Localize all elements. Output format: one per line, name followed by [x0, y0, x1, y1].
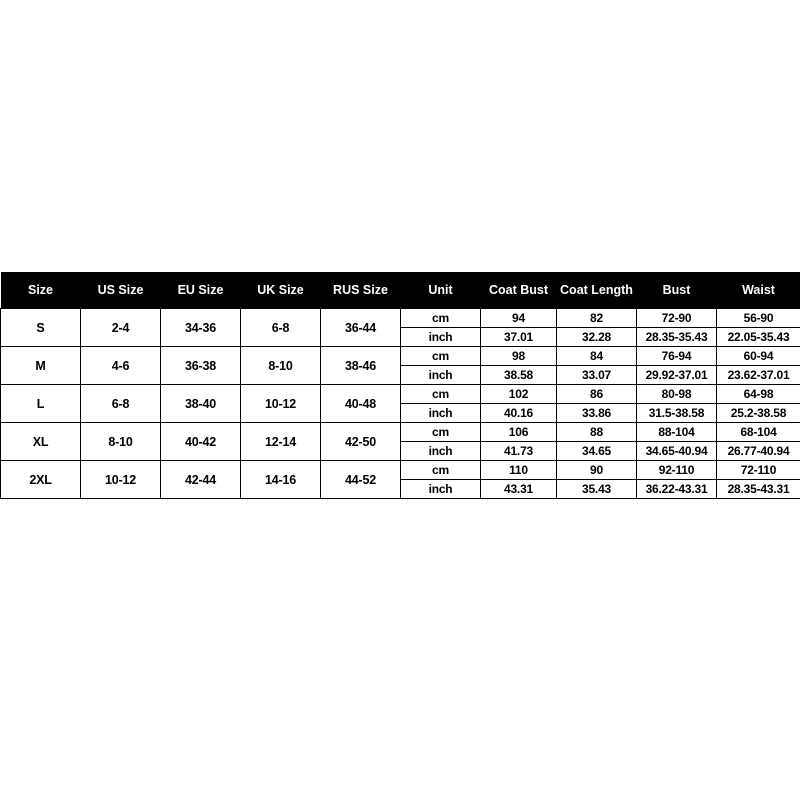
header-us-size: US Size — [81, 272, 161, 309]
cell-uk-size: 10-12 — [241, 385, 321, 423]
cell-size: M — [1, 347, 81, 385]
table-row — [1, 461, 800, 480]
cell-unit: inch — [401, 480, 481, 499]
cell-waist: 23.62-37.01 — [717, 366, 800, 385]
header-coat-length: Coat Length — [557, 272, 637, 309]
cell-unit: cm — [401, 423, 481, 442]
cell-size: L — [1, 385, 81, 423]
cell-unit: cm — [401, 385, 481, 404]
cell-waist: 56-90 — [717, 309, 800, 328]
table-row — [1, 423, 800, 442]
cell-coat-length: 88 — [557, 423, 637, 442]
cell-unit: inch — [401, 328, 481, 347]
cell-waist: 64-98 — [717, 385, 800, 404]
cell-rus-size: 40-48 — [321, 385, 401, 423]
table-row — [1, 309, 800, 328]
cell-eu-size: 38-40 — [161, 385, 241, 423]
header-waist: Waist — [717, 272, 800, 309]
cell-eu-size: 42-44 — [161, 461, 241, 499]
cell-uk-size: 6-8 — [241, 309, 321, 347]
cell-eu-size: 40-42 — [161, 423, 241, 461]
header-bust: Bust — [637, 272, 717, 309]
cell-uk-size: 8-10 — [241, 347, 321, 385]
cell-coat-bust: 37.01 — [481, 328, 557, 347]
cell-coat-length: 86 — [557, 385, 637, 404]
cell-us-size: 10-12 — [81, 461, 161, 499]
header-rus-size: RUS Size — [321, 272, 401, 309]
cell-coat-bust: 41.73 — [481, 442, 557, 461]
cell-unit: cm — [401, 309, 481, 328]
header-unit: Unit — [401, 272, 481, 309]
cell-uk-size: 14-16 — [241, 461, 321, 499]
cell-size: XL — [1, 423, 81, 461]
cell-uk-size: 12-14 — [241, 423, 321, 461]
cell-coat-bust: 38.58 — [481, 366, 557, 385]
header-coat-bust: Coat Bust — [481, 272, 557, 309]
cell-rus-size: 44-52 — [321, 461, 401, 499]
cell-bust: 29.92-37.01 — [637, 366, 717, 385]
cell-unit: inch — [401, 366, 481, 385]
table-body — [1, 309, 800, 499]
table-row — [1, 347, 800, 366]
cell-size: S — [1, 309, 81, 347]
cell-rus-size: 38-46 — [321, 347, 401, 385]
table-header — [1, 272, 800, 309]
cell-coat-bust: 94 — [481, 309, 557, 328]
cell-waist: 25.2-38.58 — [717, 404, 800, 423]
cell-coat-length: 33.86 — [557, 404, 637, 423]
cell-rus-size: 42-50 — [321, 423, 401, 461]
cell-unit: inch — [401, 404, 481, 423]
cell-waist: 28.35-43.31 — [717, 480, 800, 499]
header-eu-size: EU Size — [161, 272, 241, 309]
header-row — [1, 272, 800, 309]
cell-waist: 26.77-40.94 — [717, 442, 800, 461]
cell-coat-length: 90 — [557, 461, 637, 480]
cell-coat-bust: 106 — [481, 423, 557, 442]
cell-waist: 60-94 — [717, 347, 800, 366]
header-size: Size — [1, 272, 81, 309]
cell-unit: cm — [401, 461, 481, 480]
cell-coat-bust: 102 — [481, 385, 557, 404]
cell-coat-bust: 40.16 — [481, 404, 557, 423]
cell-coat-length: 35.43 — [557, 480, 637, 499]
cell-coat-bust: 98 — [481, 347, 557, 366]
cell-eu-size: 34-36 — [161, 309, 241, 347]
cell-eu-size: 36-38 — [161, 347, 241, 385]
cell-coat-length: 32.28 — [557, 328, 637, 347]
cell-size: 2XL — [1, 461, 81, 499]
cell-coat-length: 82 — [557, 309, 637, 328]
cell-bust: 34.65-40.94 — [637, 442, 717, 461]
cell-bust: 80-98 — [637, 385, 717, 404]
cell-unit: cm — [401, 347, 481, 366]
size-chart-table — [0, 272, 800, 499]
cell-us-size: 4-6 — [81, 347, 161, 385]
cell-us-size: 2-4 — [81, 309, 161, 347]
cell-coat-length: 33.07 — [557, 366, 637, 385]
cell-bust: 28.35-35.43 — [637, 328, 717, 347]
cell-bust: 36.22-43.31 — [637, 480, 717, 499]
table-row — [1, 385, 800, 404]
cell-us-size: 6-8 — [81, 385, 161, 423]
cell-waist: 22.05-35.43 — [717, 328, 800, 347]
cell-bust: 31.5-38.58 — [637, 404, 717, 423]
header-uk-size: UK Size — [241, 272, 321, 309]
cell-bust: 76-94 — [637, 347, 717, 366]
cell-unit: inch — [401, 442, 481, 461]
cell-us-size: 8-10 — [81, 423, 161, 461]
cell-waist: 72-110 — [717, 461, 800, 480]
cell-coat-bust: 110 — [481, 461, 557, 480]
cell-coat-length: 84 — [557, 347, 637, 366]
cell-coat-bust: 43.31 — [481, 480, 557, 499]
cell-rus-size: 36-44 — [321, 309, 401, 347]
cell-waist: 68-104 — [717, 423, 800, 442]
cell-bust: 92-110 — [637, 461, 717, 480]
cell-bust: 72-90 — [637, 309, 717, 328]
cell-bust: 88-104 — [637, 423, 717, 442]
cell-coat-length: 34.65 — [557, 442, 637, 461]
